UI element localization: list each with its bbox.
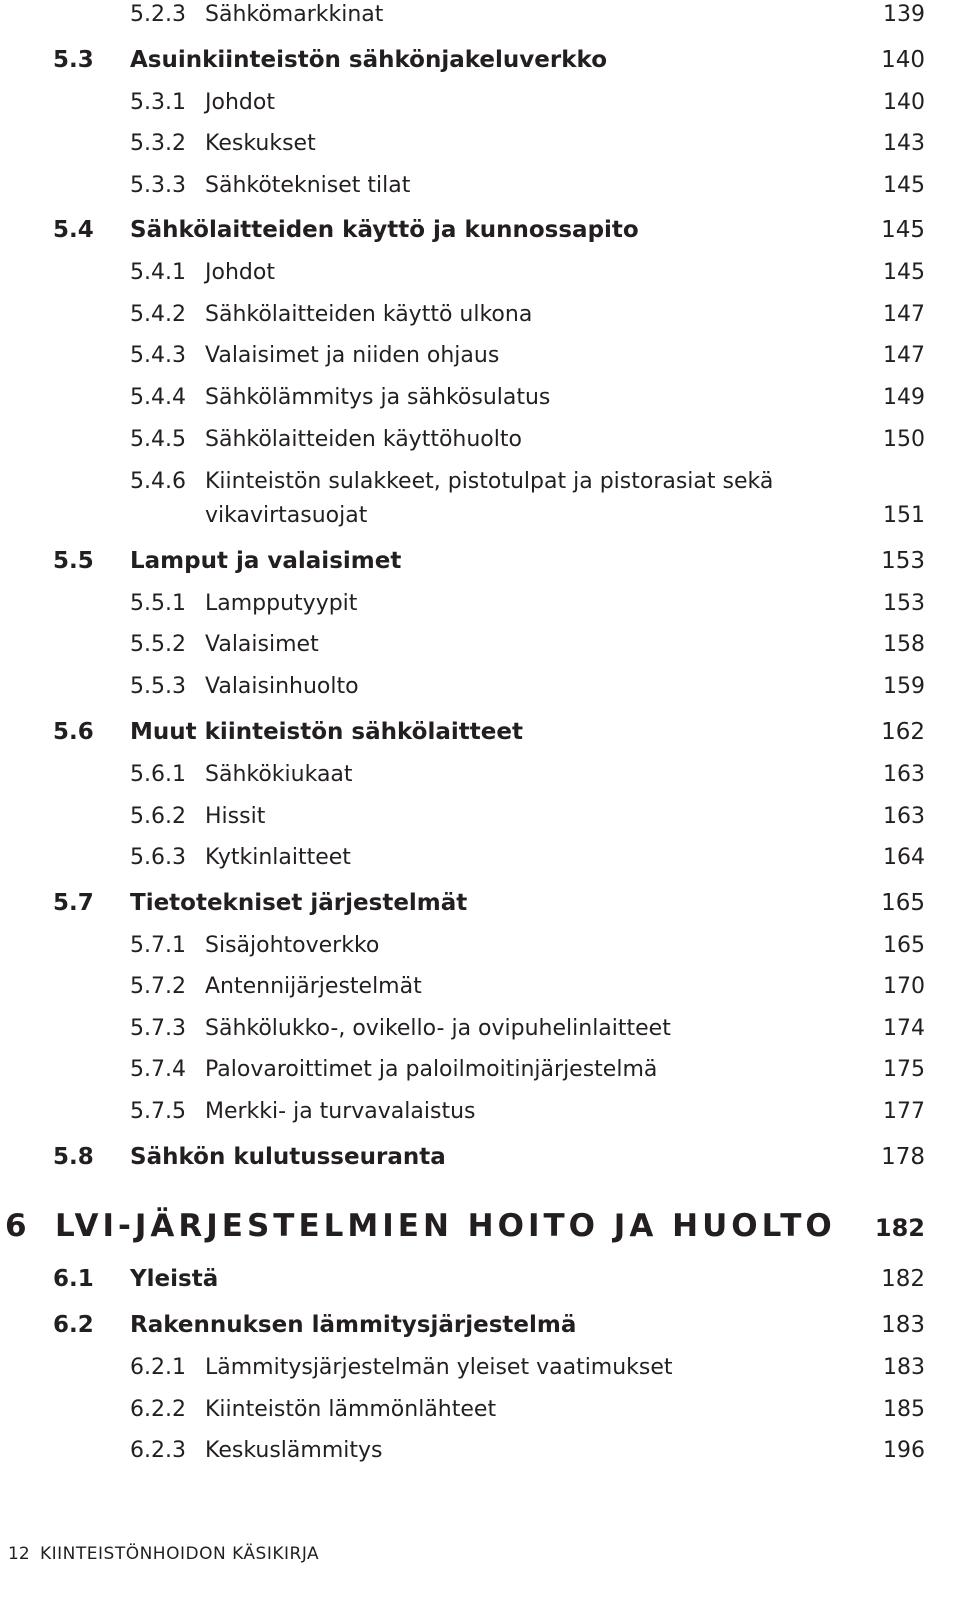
toc-entry-number: 5.7.3: [130, 1016, 186, 1041]
toc-entry-page: 182: [881, 1266, 925, 1292]
toc-entry-number: 6.2.1: [130, 1355, 186, 1380]
toc-entry-number: 5.4.6: [130, 469, 186, 494]
toc-entry-title: Kiinteistön lämmönlähteet: [205, 1397, 497, 1422]
toc-entry-title: Sähkölaitteiden käyttö ja kunnossapito: [130, 217, 639, 243]
toc-entry-number: 5.4.3: [130, 343, 186, 368]
toc-entry-page: 153: [883, 591, 925, 616]
toc-entry-page: 145: [881, 217, 925, 243]
toc-entry-page: 140: [881, 47, 925, 73]
toc-entry-page: 183: [883, 1355, 925, 1380]
toc-entry-title: Palovaroittimet ja paloilmoitinjärjestelmä: [205, 1057, 658, 1082]
toc-entry-title: Rakennuksen lämmitysjärjestelmä: [130, 1312, 577, 1338]
toc-entry-title: Sisäjohtoverkko: [205, 933, 380, 958]
toc-entry-page: 183: [881, 1312, 925, 1338]
toc-entry-page: 158: [883, 632, 925, 657]
toc-entry-page: 140: [883, 90, 925, 115]
toc-entry-title: Keskuslämmitys: [205, 1438, 383, 1463]
toc-entry-title: vikavirtasuojat: [205, 503, 368, 528]
toc-entry-page: 143: [883, 131, 925, 156]
toc-entry-number: 5.7.1: [130, 933, 186, 958]
toc-chapter-title: LVI-JÄRJESTELMIEN HOITO JA HUOLTO: [55, 1208, 836, 1244]
toc-entry-page: 145: [883, 173, 925, 198]
toc-entry-title: Sähkön kulutusseuranta: [130, 1144, 446, 1170]
toc-entry-title: Sähkölaitteiden käyttöhuolto: [205, 427, 522, 452]
toc-entry-page: 149: [883, 385, 925, 410]
toc-entry-page: 175: [883, 1057, 925, 1082]
footer-book-title: KIINTEISTÖNHOIDON KÄSIKIRJA: [40, 1544, 320, 1564]
toc-entry-page: 163: [883, 762, 925, 787]
toc-entry-number: 5.5: [53, 548, 94, 574]
toc-entry-number: 5.4: [53, 217, 94, 243]
toc-entry-title: Muut kiinteistön sähkölaitteet: [130, 719, 523, 745]
toc-entry-page: 177: [883, 1099, 925, 1124]
toc-entry-number: 6.2.3: [130, 1438, 186, 1463]
toc-entry-title: Yleistä: [130, 1266, 219, 1292]
toc-entry-title: Valaisinhuolto: [205, 674, 359, 699]
toc-entry-title: Sähkölaitteiden käyttö ulkona: [205, 302, 533, 327]
toc-entry-title: Kiinteistön sulakkeet, pistotulpat ja pistorasiat sekä: [205, 469, 774, 494]
toc-entry-page: 185: [883, 1397, 925, 1422]
toc-entry-title: Sähkölämmitys ja sähkösulatus: [205, 385, 551, 410]
toc-entry-number: 5.5.1: [130, 591, 186, 616]
toc-entry-page: 164: [883, 845, 925, 870]
toc-entry-page: 147: [883, 343, 925, 368]
toc-entry-title: Sähkömarkkinat: [205, 2, 384, 27]
toc-entry-number: 6.2: [53, 1312, 94, 1338]
toc-entry-number: 5.4.5: [130, 427, 186, 452]
toc-entry-title: Sähkötekniset tilat: [205, 173, 411, 198]
toc-entry-title: Johdot: [205, 260, 275, 285]
toc-entry-number: 5.4.2: [130, 302, 186, 327]
toc-entry-number: 5.6.1: [130, 762, 186, 787]
toc-entry-page: 153: [881, 548, 925, 574]
toc-entry-title: Tietotekniset järjestelmät: [130, 890, 468, 916]
toc-entry-title: Sähkökiukaat: [205, 762, 353, 787]
toc-entry-page: 150: [883, 427, 925, 452]
toc-entry-title: Lampputyypit: [205, 591, 358, 616]
toc-entry-title: Asuinkiinteistön sähkönjakeluverkko: [130, 47, 607, 73]
footer-page-number: 12: [8, 1544, 30, 1564]
toc-entry-title: Keskukset: [205, 131, 316, 156]
toc-entry-page: 163: [883, 804, 925, 829]
toc-entry-title: Johdot: [205, 90, 275, 115]
toc-entry-title: Sähkölukko-, ovikello- ja ovipuhelinlaitteet: [205, 1016, 671, 1041]
toc-entry-number: 5.4.1: [130, 260, 186, 285]
toc-entry-page: 139: [883, 2, 925, 27]
toc-entry-number: 5.7.2: [130, 974, 186, 999]
toc-entry-number: 5.4.4: [130, 385, 186, 410]
toc-entry-number: 6.2.2: [130, 1397, 186, 1422]
toc-entry-number: 5.3.1: [130, 90, 186, 115]
toc-entry-page: 159: [883, 674, 925, 699]
toc-entry-number: 5.6.2: [130, 804, 186, 829]
toc-entry-page: 170: [883, 974, 925, 999]
toc-entry-number: 5.5.2: [130, 632, 186, 657]
toc-entry-number: 5.7.5: [130, 1099, 186, 1124]
toc-entry-number: 5.6.3: [130, 845, 186, 870]
toc-entry-page: 165: [881, 890, 925, 916]
toc-entry-number: 5.8: [53, 1144, 94, 1170]
toc-entry-title: Lamput ja valaisimet: [130, 548, 402, 574]
toc-entry-title: Antennijärjestelmät: [205, 974, 422, 999]
toc-entry-title: Kytkinlaitteet: [205, 845, 351, 870]
toc-entry-title: Merkki- ja turvavalaistus: [205, 1099, 476, 1124]
toc-entry-number: 5.7.4: [130, 1057, 186, 1082]
toc-entry-page: 145: [883, 260, 925, 285]
toc-entry-page: 162: [881, 719, 925, 745]
toc-entry-number: 5.5.3: [130, 674, 186, 699]
toc-entry-number: 5.3.3: [130, 173, 186, 198]
toc-entry-page: 151: [883, 503, 925, 528]
toc-entry-title: Valaisimet ja niiden ohjaus: [205, 343, 500, 368]
toc-entry-title: Hissit: [205, 804, 266, 829]
toc-chapter-number: 6: [5, 1208, 27, 1244]
toc-chapter-page: 182: [874, 1214, 925, 1242]
toc-entry-page: 178: [881, 1144, 925, 1170]
toc-entry-number: 5.3: [53, 47, 94, 73]
toc-entry-number: 5.2.3: [130, 2, 186, 27]
toc-entry-title: Valaisimet: [205, 632, 319, 657]
toc-entry-number: 5.3.2: [130, 131, 186, 156]
toc-entry-page: 147: [883, 302, 925, 327]
toc-entry-number: 5.6: [53, 719, 94, 745]
toc-entry-title: Lämmitysjärjestelmän yleiset vaatimukset: [205, 1355, 673, 1380]
toc-entry-page: 174: [883, 1016, 925, 1041]
toc-entry-page: 165: [883, 933, 925, 958]
toc-entry-page: 196: [883, 1438, 925, 1463]
toc-entry-number: 6.1: [53, 1266, 94, 1292]
toc-entry-number: 5.7: [53, 890, 94, 916]
